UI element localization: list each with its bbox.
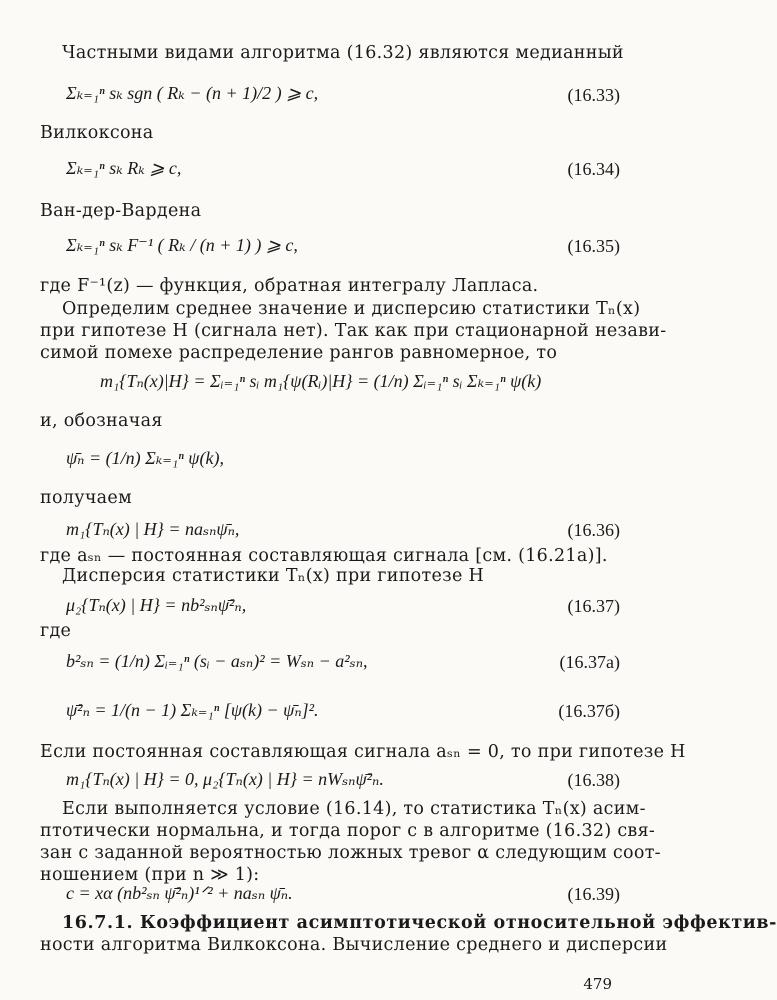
text-line: Если постоянная составляющая сигнала аₛₙ = 0, то при гипотезе H (40, 742, 686, 762)
text-line: Вилкоксона (40, 123, 154, 143)
text-line: птотически нормальна, и тогда порог c в алгоритме (16.32) свя- (40, 821, 656, 841)
formula-16-35: Σₖ₌₁ⁿ sₖ F⁻¹ ( Rₖ / (n + 1) ) ⩾ c, (66, 235, 298, 255)
equation-number: (16.39) (567, 884, 620, 904)
equation-number: (16.36) (567, 520, 620, 540)
text-line: при гипотезе H (сигнала нет). Так как при стационарной незави- (40, 321, 667, 341)
equation-number: (16.37) (567, 596, 620, 616)
equation-number: (16.37б) (558, 701, 620, 721)
text-line: зан с заданной вероятностью ложных тревог α следующим соот- (40, 843, 661, 863)
text-line: ности алгоритма Вилкоксона. Вычисление среднего и дисперсии (40, 935, 668, 955)
formula-16-38: m₁{Tₙ(x) | H} = 0, μ₂{Tₙ(x) | H} = nWₛₙψ̄²ₙ. (66, 769, 384, 789)
formula-16-36: m₁{Tₙ(x) | H} = nаₛₙψ̄ₙ, (66, 519, 240, 539)
text-line: Частными видами алгоритма (16.32) являются медианный (62, 43, 624, 63)
section-heading: 16.7.1. Коэффициент асимптотической относительной эффектив- (62, 913, 777, 933)
formula-16-37a: b²ₛₙ = (1/n) Σᵢ₌₁ⁿ (sᵢ − аₛₙ)² = Wₛₙ − а²ₛₙ, (66, 651, 368, 671)
equation-number: (16.34) (567, 159, 620, 179)
formula-16-33: Σₖ₌₁ⁿ sₖ sgn ( Rₖ − (n + 1)/2 ) ⩾ c, (66, 83, 319, 103)
text-line: Если выполняется условие (16.14), то статистика Tₙ(x) асим- (62, 799, 646, 819)
text-line: где F⁻¹(z) — функция, обратная интегралу Лапласа. (40, 276, 539, 296)
page-number: 479 (583, 975, 612, 993)
equation-number: (16.38) (567, 770, 620, 790)
formula-16-34: Σₖ₌₁ⁿ sₖ Rₖ ⩾ c, (66, 158, 182, 178)
formula-mean-sum: m₁{Tₙ(x)|H} = Σᵢ₌₁ⁿ sᵢ m₁{ψ(Rᵢ)|H} = (1/n) Σᵢ₌₁ⁿ sᵢ Σₖ₌₁ⁿ ψ(k) (100, 371, 542, 391)
text-line: получаем (40, 488, 132, 508)
text-line: Определим среднее значение и дисперсию статистики Tₙ(x) (62, 299, 641, 319)
equation-number: (16.35) (567, 236, 620, 256)
formula-16-37b: ψ̄²ₙ = 1/(n − 1) Σₖ₌₁ⁿ [ψ(k) − ψ̄ₙ]². (66, 700, 319, 720)
text-line: Дисперсия статистики Tₙ(x) при гипотезе H (62, 566, 485, 586)
formula-psi-mean: ψ̄ₙ = (1/n) Σₖ₌₁ⁿ ψ(k), (66, 448, 224, 468)
formula-16-39: c = xα (nb²ₛₙ ψ̄²ₙ)¹ᐟ² + nаₛₙ ψ̄ₙ. (66, 883, 293, 903)
text-line: симой помехе распределение рангов равномерное, то (40, 343, 558, 363)
equation-number: (16.37а) (559, 652, 620, 672)
equation-number: (16.33) (567, 85, 620, 105)
text-line: Ван-дер-Вардена (40, 201, 202, 221)
formula-16-37: μ₂{Tₙ(x) | H} = nb²ₛₙψ̄²ₙ, (66, 595, 247, 615)
text-line: где (40, 621, 72, 641)
text-line: и, обозначая (40, 411, 163, 431)
text-line: где аₛₙ — постоянная составляющая сигнала [см. (16.21а)]. (40, 546, 608, 566)
text-line: ношением (при n ≫ 1): (40, 865, 260, 885)
